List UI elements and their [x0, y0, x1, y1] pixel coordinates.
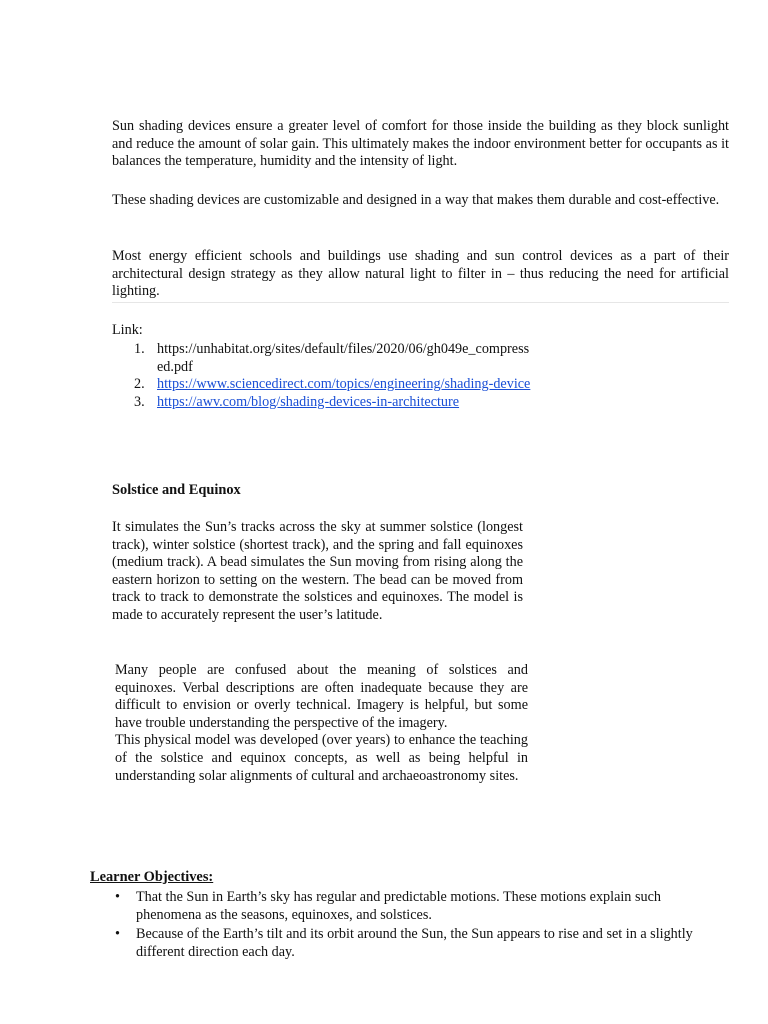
link-label: Link: — [112, 322, 143, 338]
bullet-icon: • — [115, 926, 120, 943]
solstice-paragraph-3-text: This physical model was developed (over years) to enhance the teaching of the solstice and equinox concepts, as well as being helpful in understanding solar alignments of cultural and archaeoastronomy sites. — [115, 732, 528, 784]
solstice-paragraph-2 — [115, 662, 528, 785]
solstice-heading: Solstice and Equinox — [112, 482, 241, 498]
link-item-1 — [112, 341, 532, 376]
intro-paragraph-3 — [112, 248, 729, 301]
link-item-1-number: 1. — [134, 341, 145, 357]
link-item-3 — [112, 394, 532, 412]
objectives-list — [112, 889, 712, 963]
link-item-2-number: 2. — [134, 376, 145, 393]
intro-paragraph-3-text: Most energy efficient schools and buildings use shading and sun control devices as a part of their architectural design strategy as they allow natural light to filter in – thus reducing the need for artificial lighting. — [112, 248, 729, 300]
link-list — [112, 341, 532, 411]
link-item-2 — [112, 376, 532, 394]
link-item-3-hyperlink[interactable]: https://awv.com/blog/shading-devices-in-architecture — [157, 393, 460, 410]
learner-objectives-heading: Learner Objectives: — [90, 869, 214, 885]
objective-item-1 — [112, 889, 712, 924]
link-item-2-hyperlink[interactable]: https://www.sciencedirect.com/topics/engineering/shading-device — [157, 376, 531, 393]
intro-paragraph-2-text: These shading devices are customizable and designed in a way that makes them durable and cost-effective. — [112, 192, 720, 208]
intro-paragraph-1-text: Sun shading devices ensure a greater level of comfort for those inside the building as they block sunlight and reduce the amount of solar gain. This ultimately makes the indoor environment better for occupants as it balances the temperature, humidity and the intensity of light. — [112, 118, 729, 170]
intro-paragraph-2 — [112, 192, 729, 210]
objective-item-2 — [112, 926, 712, 961]
link-item-3-number: 3. — [134, 393, 145, 410]
link-item-1-url: https://unhabitat.org/sites/default/files/2020/06/gh049e_compressed.pdf — [157, 341, 530, 375]
objective-item-2-text: Because of the Earth’s tilt and its orbit around the Sun, the Sun appears to rise and set in a slightly different direction each day. — [136, 926, 693, 960]
section-divider — [112, 302, 729, 303]
bullet-icon: • — [115, 889, 120, 905]
solstice-paragraph-1 — [112, 519, 523, 625]
objective-item-1-text: That the Sun in Earth’s sky has regular and predictable motions. These motions explain such phenomena as the seasons, equinoxes, and solstices. — [136, 889, 661, 923]
intro-paragraph-1 — [112, 118, 729, 171]
solstice-paragraph-2-text: Many people are confused about the meaning of solstices and equinoxes. Verbal descriptions are often inadequate because they are difficult to envision or overly technical. Imagery is helpful, but some have trouble understanding the perspective of the imagery. — [115, 662, 528, 731]
solstice-paragraph-1-text: It simulates the Sun’s tracks across the sky at summer solstice (longest track), winter solstice (shortest track), and the spring and fall equinoxes (medium track). A bead simulates the Sun moving from rising along the eastern horizon to setting on the western. The bead can be moved from track to track to demonstrate the solstices and equinoxes. The model is made to accurately represent the user’s latitude. — [112, 519, 523, 623]
